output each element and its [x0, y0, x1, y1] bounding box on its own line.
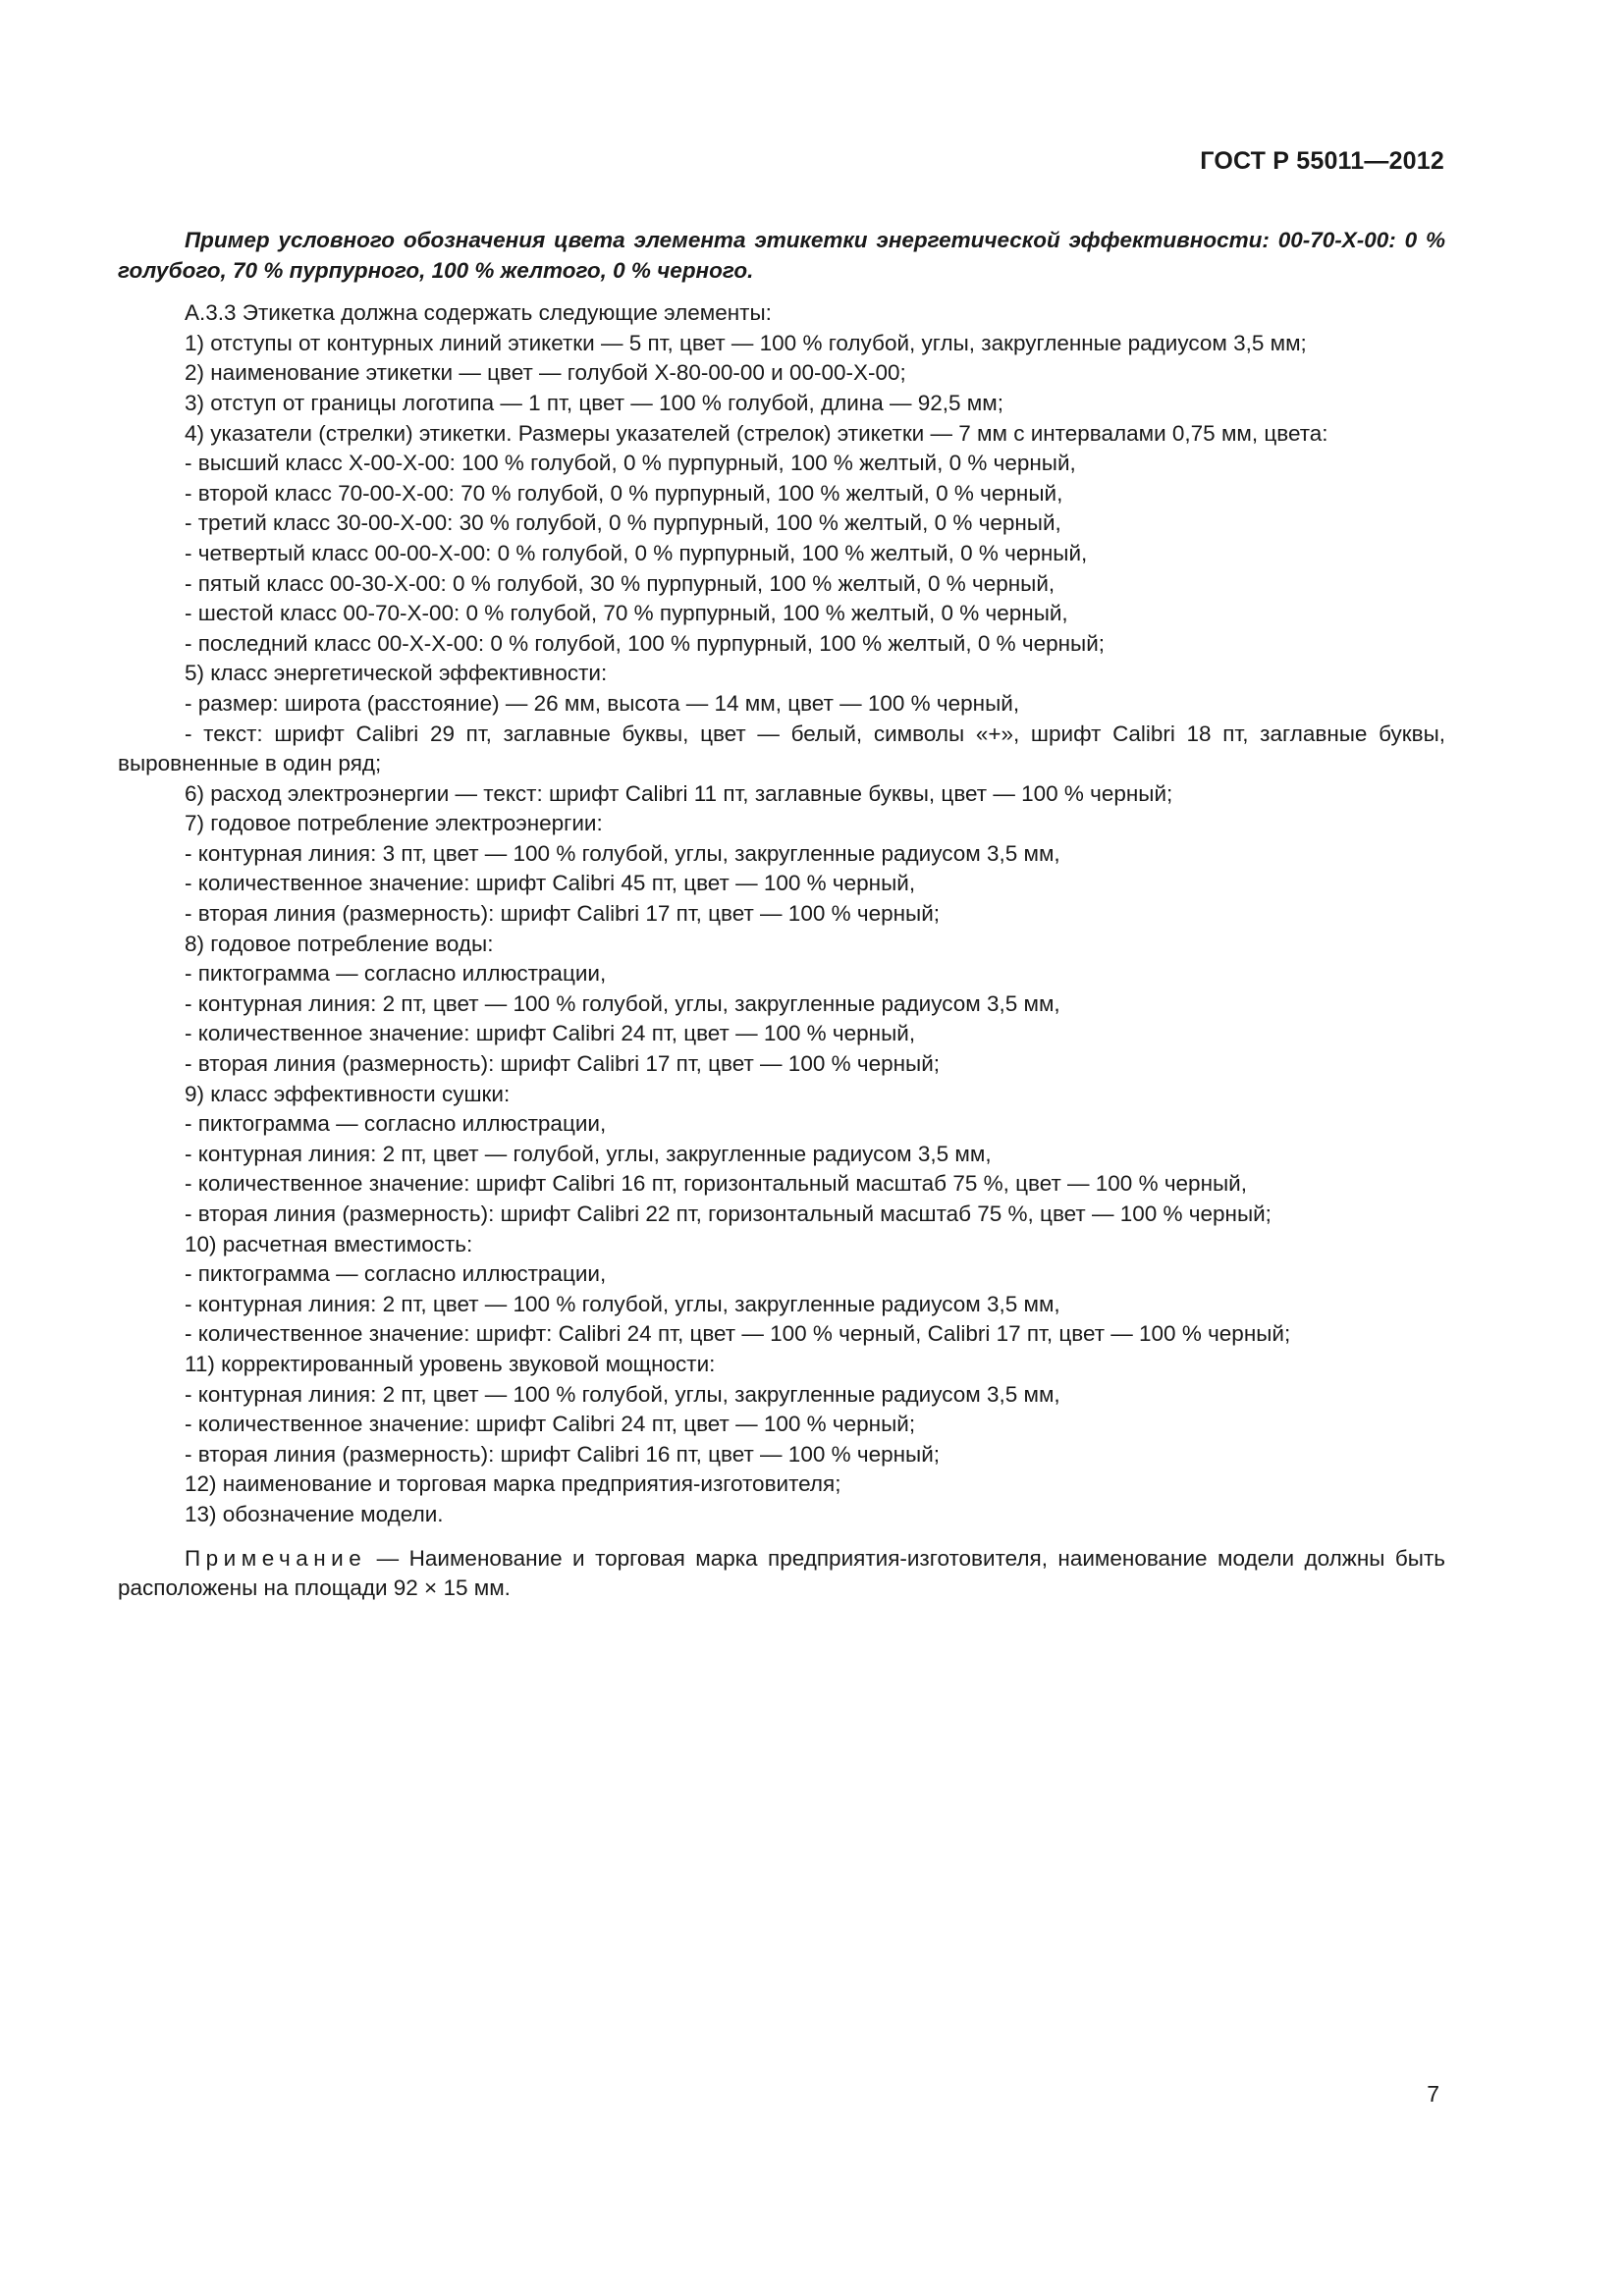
sub-item: - шестой класс 00-70-Х-00: 0 % голубой, 70 % пурпурный, 100 % желтый, 0 % черный,	[185, 601, 1068, 626]
list-item-8: 8) годовое потребление воды:	[185, 931, 494, 956]
page-content	[118, 226, 1445, 1604]
sub-item: - количественное значение: шрифт Calibri 24 пт, цвет — 100 % черный;	[185, 1412, 916, 1437]
list-item-7: 7) годовое потребление электроэнергии:	[185, 811, 603, 836]
list-item-10: 10) расчетная вместимость:	[185, 1231, 473, 1256]
sub-item: - контурная линия: 2 пт, цвет — 100 % голубой, углы, закругленные радиусом 3,5 мм,	[185, 1291, 1060, 1316]
example-paragraph: Пример условного обозначения цвета элемента этикетки энергетической эффективности: 00-70-Х-00: 0 % голубого, 70 % пурпурного, 100 % желтого, 0 % черного.	[118, 228, 1445, 283]
list-item-5: 5) класс энергетической эффективности:	[185, 661, 608, 686]
sub-item: - пиктограмма — согласно иллюстрации,	[185, 1111, 607, 1137]
sub-item: - вторая линия (размерность): шрифт Calibri 17 пт, цвет — 100 % черный;	[185, 901, 941, 927]
list-item-11: 11) корректированный уровень звуковой мощности:	[185, 1351, 716, 1376]
sub-item: - контурная линия: 2 пт, цвет — голубой, углы, закругленные радиусом 3,5 мм,	[185, 1141, 992, 1166]
sub-item: - количественное значение: шрифт: Calibri 24 пт, цвет — 100 % черный, Calibri 17 пт, цвет — 100 % черный;	[185, 1321, 1291, 1347]
sub-item: - количественное значение: шрифт Calibri 45 пт, цвет — 100 % черный,	[185, 871, 916, 896]
sub-item: - высший класс Х-00-Х-00: 100 % голубой, 0 % пурпурный, 100 % желтый, 0 % черный,	[185, 451, 1076, 476]
note-paragraph	[118, 1544, 1445, 1604]
sub-item: - пиктограмма — согласно иллюстрации,	[185, 1261, 607, 1287]
list-item-6: 6) расход электроэнергии — текст: шрифт Calibri 11 пт, заглавные буквы, цвет — 100 % черный;	[185, 780, 1173, 806]
sub-item: - контурная линия: 3 пт, цвет — 100 % голубой, углы, закругленные радиусом 3,5 мм,	[185, 840, 1060, 866]
sub-item: - размер: широта (расстояние) — 26 мм, высота — 14 мм, цвет — 100 % черный,	[185, 690, 1020, 716]
sub-item: - контурная линия: 2 пт, цвет — 100 % голубой, углы, закругленные радиусом 3,5 мм,	[185, 990, 1060, 1016]
list-intro: А.3.3 Этикетка должна содержать следующие элементы:	[185, 300, 772, 326]
sub-item: - вторая линия (размерность): шрифт Calibri 16 пт, цвет — 100 % черный;	[185, 1441, 941, 1467]
page-number: 7	[1427, 2081, 1439, 2107]
list-item-3: 3) отступ от границы логотипа — 1 пт, цвет — 100 % голубой, длина — 92,5 мм;	[185, 390, 1003, 415]
sub-item: - пятый класс 00-30-Х-00: 0 % голубой, 30 % пурпурный, 100 % желтый, 0 % черный,	[185, 570, 1056, 596]
note-label: Примечание	[185, 1545, 367, 1571]
sub-item: - пиктограмма — согласно иллюстрации,	[185, 961, 607, 987]
list-item-2: 2) наименование этикетки — цвет — голубой Х-80-00-00 и 00-00-Х-00;	[185, 360, 906, 386]
note-text: — Наименование и торговая марка предприятия-изготовителя, наименование модели должны быть расположены на площади 92 × 15 мм.	[118, 1545, 1445, 1601]
sub-item: - текст: шрифт Calibri 29 пт, заглавные буквы, цвет — белый, символы «+», шрифт Calibri 18 пт, заглавные буквы, выровненные в один ряд;	[118, 721, 1445, 776]
list-item-12: 12) наименование и торговая марка предприятия-изготовителя;	[185, 1471, 841, 1497]
list-item-13: 13) обозначение модели.	[185, 1501, 444, 1526]
sub-item: - вторая линия (размерность): шрифт Calibri 22 пт, горизонтальный масштаб 75 %, цвет — 100 % черный;	[185, 1201, 1272, 1226]
sub-item: - количественное значение: шрифт Calibri 24 пт, цвет — 100 % черный,	[185, 1021, 916, 1046]
list-item-4: 4) указатели (стрелки) этикетки. Размеры указателей (стрелок) этикетки — 7 мм с интервалами 0,75 мм, цвета:	[185, 420, 1328, 446]
sub-item: - количественное значение: шрифт Calibri 16 пт, горизонтальный масштаб 75 %, цвет — 100 % черный,	[185, 1171, 1247, 1197]
list-item-1: 1) отступы от контурных линий этикетки — 5 пт, цвет — 100 % голубой, углы, закругленные радиусом 3,5 мм;	[185, 330, 1307, 355]
sub-item: - четвертый класс 00-00-Х-00: 0 % голубой, 0 % пурпурный, 100 % желтый, 0 % черный,	[185, 540, 1088, 565]
sub-item: - второй класс 70-00-Х-00: 70 % голубой, 0 % пурпурный, 100 % желтый, 0 % черный,	[185, 480, 1063, 506]
sub-item: - третий класс 30-00-Х-00: 30 % голубой, 0 % пурпурный, 100 % желтый, 0 % черный,	[185, 510, 1061, 536]
sub-item: - контурная линия: 2 пт, цвет — 100 % голубой, углы, закругленные радиусом 3,5 мм,	[185, 1381, 1060, 1407]
document-code-header: ГОСТ Р 55011—2012	[1200, 147, 1444, 175]
sub-item: - вторая линия (размерность): шрифт Calibri 17 пт, цвет — 100 % черный;	[185, 1051, 941, 1077]
sub-item: - последний класс 00-Х-Х-00: 0 % голубой, 100 % пурпурный, 100 % желтый, 0 % черный;	[185, 630, 1106, 656]
list-item-9: 9) класс эффективности сушки:	[185, 1081, 511, 1106]
